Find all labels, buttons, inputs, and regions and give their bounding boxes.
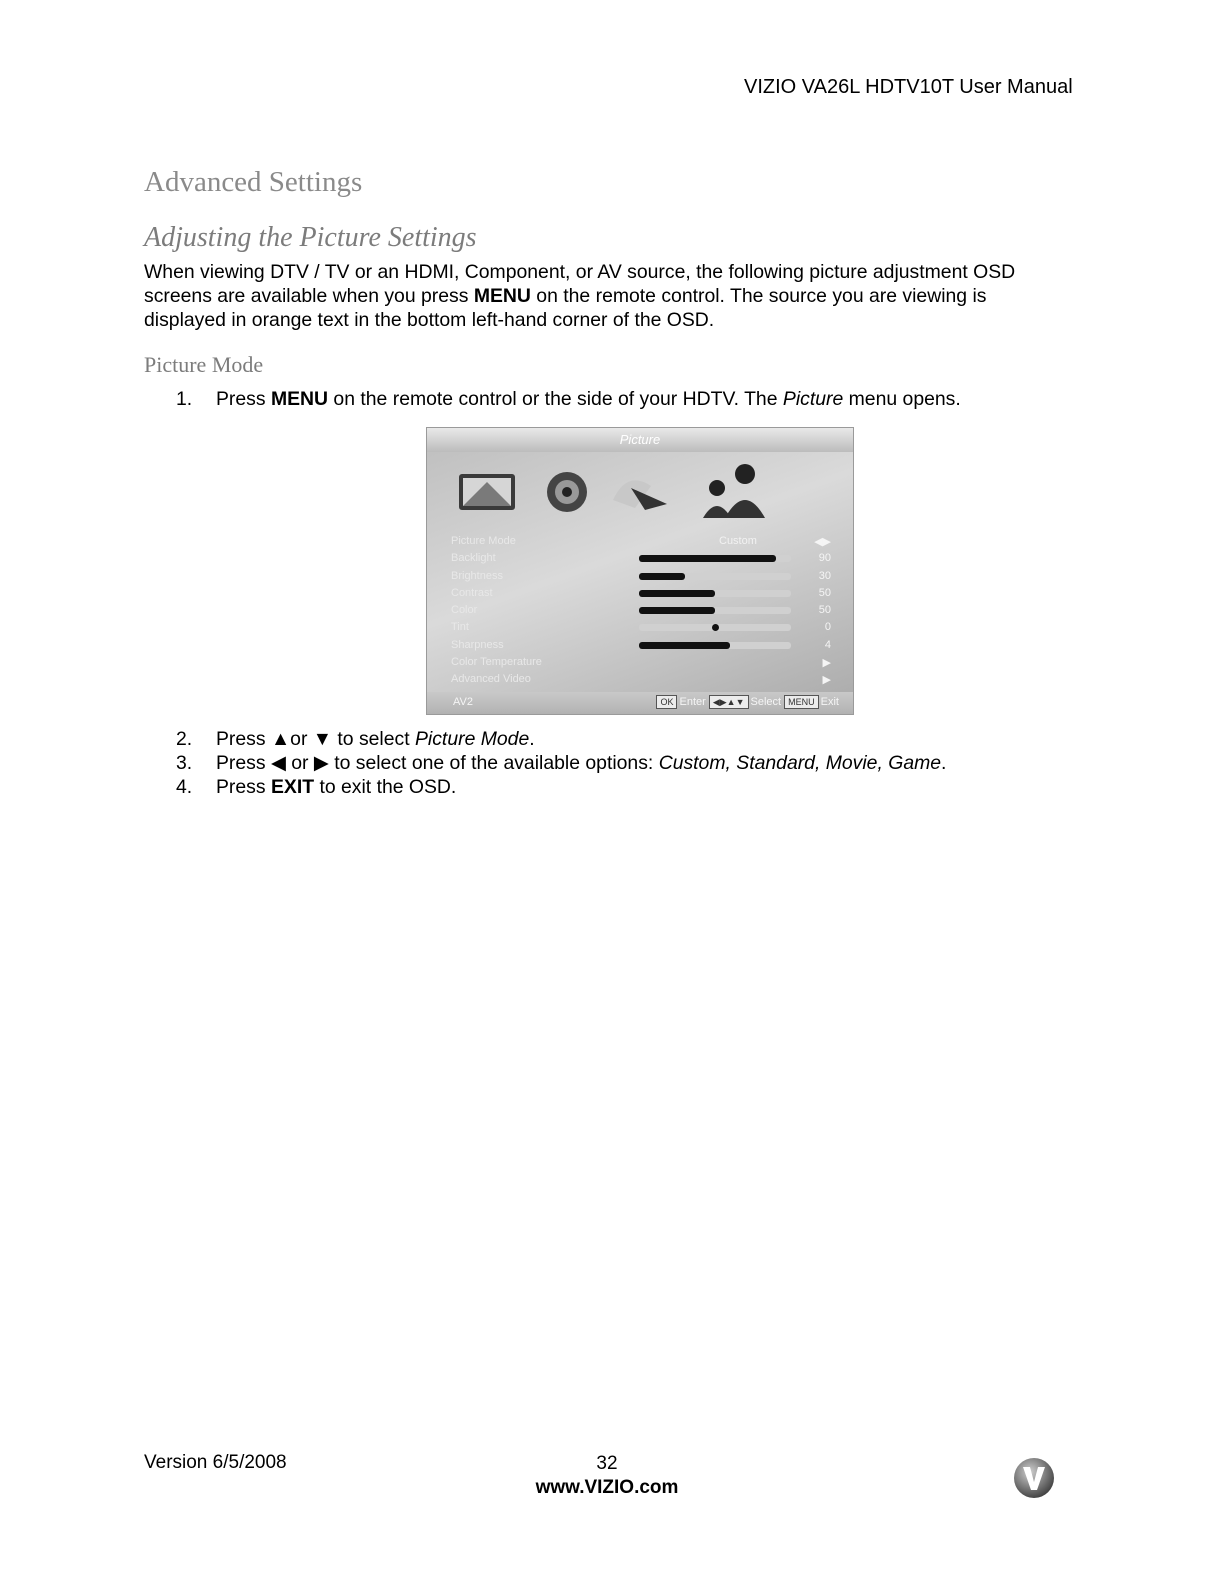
step-text: Press <box>216 388 271 410</box>
subsection-title: Adjusting the Picture Settings <box>144 222 477 253</box>
step-1 <box>176 387 961 411</box>
arrows-key: ◀▶▲▼ <box>709 695 749 709</box>
step-text: Press <box>216 752 271 774</box>
step-bold: MENU <box>270 388 329 410</box>
step-italic: Custom, Standard, Movie, Game <box>658 752 942 774</box>
step-text: . <box>529 728 535 750</box>
osd-level-bar <box>639 590 791 597</box>
intro-menu-bold: MENU <box>473 285 531 307</box>
website-url: www.VIZIO.com <box>535 1477 679 1498</box>
osd-menu-row <box>451 602 831 619</box>
step-text: to select one of the available options: <box>328 752 659 774</box>
osd-level-fill <box>639 607 715 614</box>
osd-row-label: Brightness <box>451 569 503 582</box>
step-text: Press <box>216 776 271 798</box>
tv-picture-icon <box>453 460 523 516</box>
osd-level-fill <box>639 573 685 580</box>
osd-row-label: Color Temperature <box>451 656 542 669</box>
osd-menu-row <box>451 654 831 671</box>
ok-key: OK <box>656 695 677 709</box>
step-text: to select <box>332 728 415 750</box>
step-text: on the remote control or the side of your HDTV. The <box>328 388 783 410</box>
osd-level-fill <box>639 555 776 562</box>
osd-menu-row <box>451 533 831 550</box>
osd-title-bar <box>427 428 853 452</box>
step-text: or <box>290 728 313 750</box>
steps-list-2 <box>176 727 946 799</box>
osd-title: Picture <box>619 432 661 447</box>
osd-menu-row <box>451 619 831 636</box>
step-italic: Picture Mode <box>415 728 530 750</box>
osd-menu-rows <box>451 533 831 689</box>
step-number: 1. <box>176 388 193 410</box>
osd-key-hints <box>656 695 839 709</box>
speaker-audio-icon <box>539 460 595 516</box>
exit-hint: Exit <box>820 696 839 708</box>
steps-list-1 <box>176 387 961 411</box>
intro-paragraph <box>144 260 1064 332</box>
osd-row-value: 50 <box>818 604 831 617</box>
osd-row-label: Advanced Video <box>451 673 531 686</box>
osd-row-label: Backlight <box>451 552 496 565</box>
osd-source-label: AV2 <box>453 696 473 708</box>
step-text: . <box>941 752 947 774</box>
step-italic: Picture <box>782 388 844 410</box>
version-label: Version 6/5/2008 <box>144 1452 287 1473</box>
footer-center <box>512 1452 702 1500</box>
satellite-dish-icon <box>605 460 675 516</box>
page-number: 32 <box>596 1453 618 1474</box>
menu-key: MENU <box>784 695 819 709</box>
osd-level-bar <box>639 624 791 631</box>
select-hint: Select <box>750 696 782 708</box>
osd-row-label: Tint <box>451 621 469 634</box>
osd-row-label: Contrast <box>451 586 493 599</box>
osd-row-value: ▶ <box>822 674 831 687</box>
step-text: or <box>285 752 314 774</box>
step-4 <box>176 775 946 799</box>
vizio-logo-icon <box>1012 1454 1060 1502</box>
down-arrow-icon: ▼ <box>312 728 332 750</box>
osd-level-bar <box>639 573 791 580</box>
osd-level-bar <box>639 607 791 614</box>
enter-hint: Enter <box>679 696 706 708</box>
osd-level-fill <box>639 590 715 597</box>
right-arrow-icon: ▶ <box>313 752 329 774</box>
osd-row-value: ▶ <box>822 657 831 670</box>
step-number: 3. <box>176 752 193 774</box>
step-3 <box>176 751 946 775</box>
step-bold: EXIT <box>270 776 315 798</box>
osd-row-value: 50 <box>818 586 831 599</box>
osd-row-setting: Custom <box>719 535 757 547</box>
people-icon <box>695 460 775 520</box>
step-text: to exit the OSD. <box>314 776 457 798</box>
up-arrow-icon: ▲ <box>270 728 291 750</box>
osd-row-label: Color <box>451 604 478 617</box>
picture-osd-screenshot <box>426 427 854 715</box>
osd-footer <box>427 692 853 714</box>
osd-level-bar <box>639 642 791 649</box>
osd-row-label: Sharpness <box>451 638 504 651</box>
step-number: 2. <box>176 728 193 750</box>
osd-row-value: 0 <box>824 621 831 634</box>
left-arrow-icon: ◀ <box>270 752 286 774</box>
section-title: Advanced Settings <box>144 166 363 198</box>
step-2 <box>176 727 946 751</box>
manual-header: VIZIO VA26L HDTV10T User Manual <box>744 76 1073 98</box>
osd-row-value: 30 <box>818 569 831 582</box>
picture-mode-heading: Picture Mode <box>144 352 264 377</box>
osd-row-value: 90 <box>818 552 831 565</box>
osd-menu-row <box>451 637 831 654</box>
osd-row-label: Picture Mode <box>451 535 516 547</box>
osd-menu-row <box>451 585 831 602</box>
intro-text-1: When viewing DTV / TV or an HDMI, Component, or AV source, the following picture adjustment OSD screens are available when you press <box>144 261 1016 307</box>
osd-menu-row <box>451 568 831 585</box>
osd-row-value: ◀▶ <box>814 536 831 548</box>
step-text: Press <box>216 728 271 750</box>
step-number: 4. <box>176 776 193 798</box>
intro-text-2: on the remote control. The source you are viewing is displayed in orange text in the bottom left-hand corner of the OSD. <box>144 285 987 331</box>
osd-tint-marker <box>712 624 719 631</box>
step-text: menu opens. <box>843 388 961 410</box>
osd-level-bar <box>639 555 791 562</box>
osd-menu-row <box>451 550 831 567</box>
osd-menu-row <box>451 671 831 688</box>
osd-icon-row <box>447 460 847 520</box>
osd-level-fill <box>639 642 730 649</box>
osd-row-value: 4 <box>824 638 831 651</box>
